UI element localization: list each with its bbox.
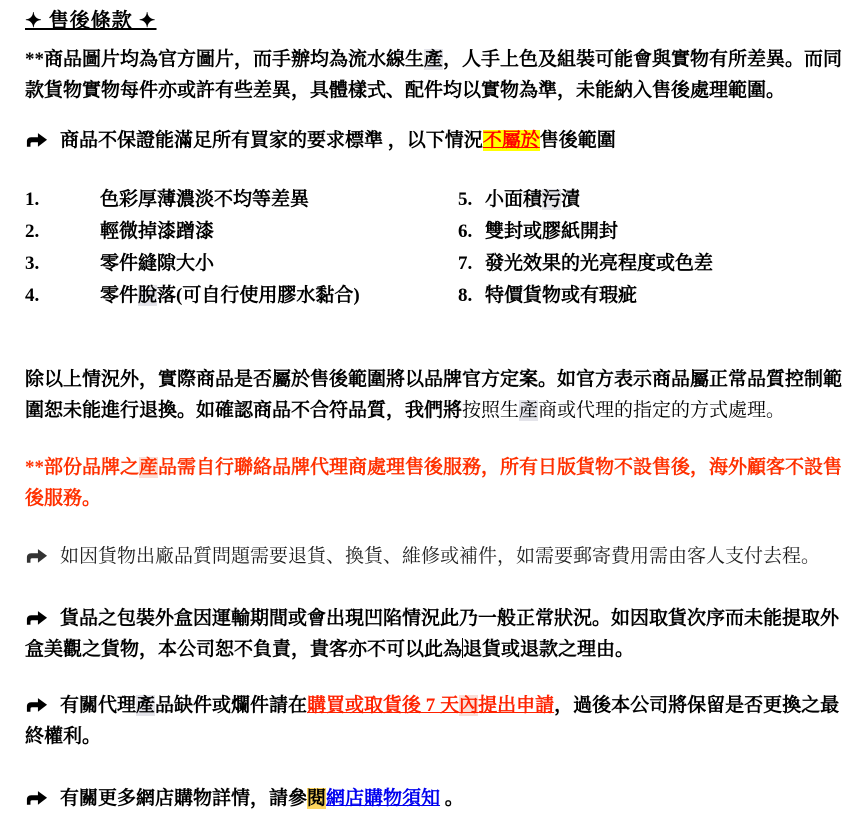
footer-post: 。 [440,788,464,809]
list-item [25,280,458,312]
footer-pre: 有關更多網店購物詳情，請參 [60,788,308,809]
item-text: 輕微掉漆蹭漆 [100,221,215,242]
intro-text-pre: **商品圖片均為官方圖片，而手辦均為流水線生 [25,49,425,70]
claim-pre-b: 品缺件或爛件請在 [155,695,308,716]
list-item [458,216,854,248]
right-arrow-icon [25,603,48,634]
substituted-char: 脫 [138,285,158,306]
substituted-char: 產 [136,695,156,716]
item-text: 雙封或膠紙開封 [485,221,619,242]
not-covered-highlight: 不屬於 [482,130,540,151]
item-number: 5. [458,189,473,210]
shipping-cost-paragraph [25,541,854,572]
item-text: 零件 [100,285,139,306]
not-covered-header [25,125,854,156]
substituted-char: 污 [542,189,562,210]
more-info-paragraph [25,783,854,814]
official-bold-text: 除以上情況外，實際商品是否屬於售後範圍將以品牌官方定案。如官方表示商品屬正常品質控制範圍恕未能進行退換。如確認商品不合符品質，我們將 [25,369,843,421]
item-text: 小面積 [485,189,543,210]
item-number: 2. [25,221,40,242]
claim-deadline-post: 提出申請 [478,695,555,716]
substituted-char: 閱 [307,788,327,809]
official-decision-paragraph [25,364,854,426]
item-text: 零件縫隙大小 [100,253,215,274]
item-number: 8. [458,285,473,306]
packaging-pre: 貨品之包裝外盒因運輸期間或會出現凹陷情況此乃一般正常狀況。如因取貨次序而未能提取外盒美觀之貨物，本公司恕不負責，貴客亦不可以此為 [25,608,840,660]
substituted-char: 內 [459,695,479,716]
substituted-char: 産 [139,457,159,478]
claim-post: ，過後本公司將保留是否更換之最終權利。 [25,695,840,747]
packaging-dent-paragraph [25,603,854,665]
claim-deadline-pre: 購買或取貨後 7 天 [307,695,460,716]
item-number: 1. [25,189,40,210]
substituted-char: 產 [519,400,539,421]
shipping-text: 如因貨物出廠品質問題需要退貨、換貨、維修或補件，如需要郵寄費用需由客人支付去程。 [60,546,821,567]
right-arrow-icon [25,125,48,156]
defect-claim-paragraph [25,690,854,752]
item-text: 漬 [561,189,581,210]
list-item [25,248,458,280]
right-arrow-icon [25,783,48,814]
claim-pre-a: 有關代理 [60,695,137,716]
list-item [458,184,854,216]
item-text: 特價貨物或有瑕疵 [485,285,638,306]
exclusions-list [25,184,854,312]
intro-text-post: ，人手上色及組裝可能會與實物有所差異。而同款貨物實物每件亦或許有些差異，具體樣式、配件均以實物為準，未能納入售後處理範圍。 [25,49,843,101]
item-text: 發光效果的光亮程度或色差 [485,253,714,274]
item-number: 3. [25,253,40,274]
list-item [25,216,458,248]
list-item [25,184,458,216]
packaging-post: 退貨或退款之理由。 [463,639,635,660]
brand-notice-paragraph [25,452,854,514]
substituted-char: 產 [424,49,444,70]
intro-paragraph [25,44,854,106]
list-item [458,280,854,312]
brand-notice-pre: **部份品牌之 [25,457,140,478]
brand-notice-post: 品需自行聯絡品牌代理商處理售後服務，所有日版貨物不設售後，海外顧客不設售後服務。 [25,457,843,509]
official-normal-text [462,400,785,421]
right-arrow-icon [25,690,48,721]
official-normal-pre: 按照生 [462,400,520,421]
official-normal-post: 商或代理的指定的方式處理。 [538,400,786,421]
store-shopping-notice-link[interactable]: 網店購物須知 [326,788,441,809]
not-covered-post: 售後範圍 [539,130,616,151]
list-item [458,248,854,280]
item-text: 色彩厚薄濃淡不均等差異 [100,189,310,210]
item-number: 6. [458,221,473,242]
item-number: 4. [25,285,40,306]
not-covered-pre: 商品不保證能滿足所有買家的要求標準 ，以下情況 [60,130,483,151]
item-number: 7. [458,253,473,274]
page-title: ✦ 售後條款 ✦ [25,10,157,32]
right-arrow-icon [25,541,48,572]
claim-deadline-highlight [307,695,554,716]
item-text: 落(可自行使用膠水黏合) [157,285,360,306]
